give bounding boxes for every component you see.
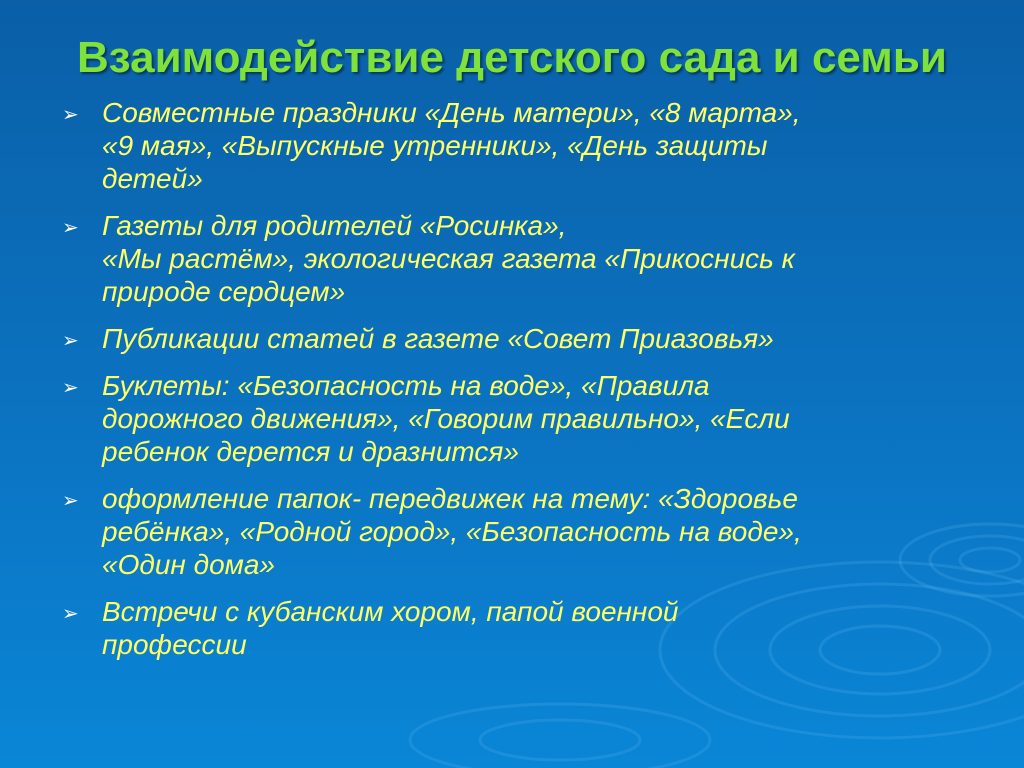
bullet-item-folders bbox=[62, 482, 962, 581]
bullet-line: дорожного движения», «Говорим правильно», «Если bbox=[102, 403, 790, 434]
bullet-item-publications bbox=[62, 322, 962, 355]
bullet-line: оформление папок- передвижек на тему: «Здоровье bbox=[102, 483, 798, 514]
bullet-line: профессии bbox=[102, 629, 247, 660]
bullet-line: «Один дома» bbox=[102, 549, 275, 580]
bullet-line: Публикации статей в газете «Совет Приазовья» bbox=[102, 323, 774, 354]
slide-title: Взаимодействие детского сада и семьи bbox=[77, 33, 947, 82]
bullet-item-meetings bbox=[62, 595, 962, 661]
bullet-item-newspapers bbox=[62, 209, 962, 308]
bullet-line: детей» bbox=[102, 163, 203, 194]
bullet-item-holidays bbox=[62, 96, 962, 195]
bullet-line: Газеты для родителей «Росинка», bbox=[102, 210, 567, 241]
arrow-bullet-icon: ➢ bbox=[62, 102, 79, 126]
arrow-bullet-icon: ➢ bbox=[62, 601, 79, 625]
bullet-line: «9 мая», «Выпускные утренники», «День защиты bbox=[102, 130, 768, 161]
arrow-bullet-icon: ➢ bbox=[62, 215, 79, 239]
bullet-line: ребенок дерется и дразнится» bbox=[102, 436, 519, 467]
arrow-bullet-icon: ➢ bbox=[62, 488, 79, 512]
bullet-list bbox=[62, 96, 962, 675]
arrow-bullet-icon: ➢ bbox=[62, 375, 79, 399]
bullet-line: природе сердцем» bbox=[102, 276, 346, 307]
bullet-item-booklets bbox=[62, 369, 962, 468]
bullet-line: Встречи с кубанским хором, папой военной bbox=[102, 596, 679, 627]
bullet-line: Совместные праздники «День матери», «8 марта», bbox=[102, 97, 801, 128]
bullet-line: «Мы растём», экологическая газета «Прикоснись к bbox=[102, 243, 795, 274]
arrow-bullet-icon: ➢ bbox=[62, 328, 79, 352]
bullet-line: ребёнка», «Родной город», «Безопасность на воде», bbox=[102, 516, 802, 547]
bullet-line: Буклеты: «Безопасность на воде», «Правила bbox=[102, 370, 710, 401]
